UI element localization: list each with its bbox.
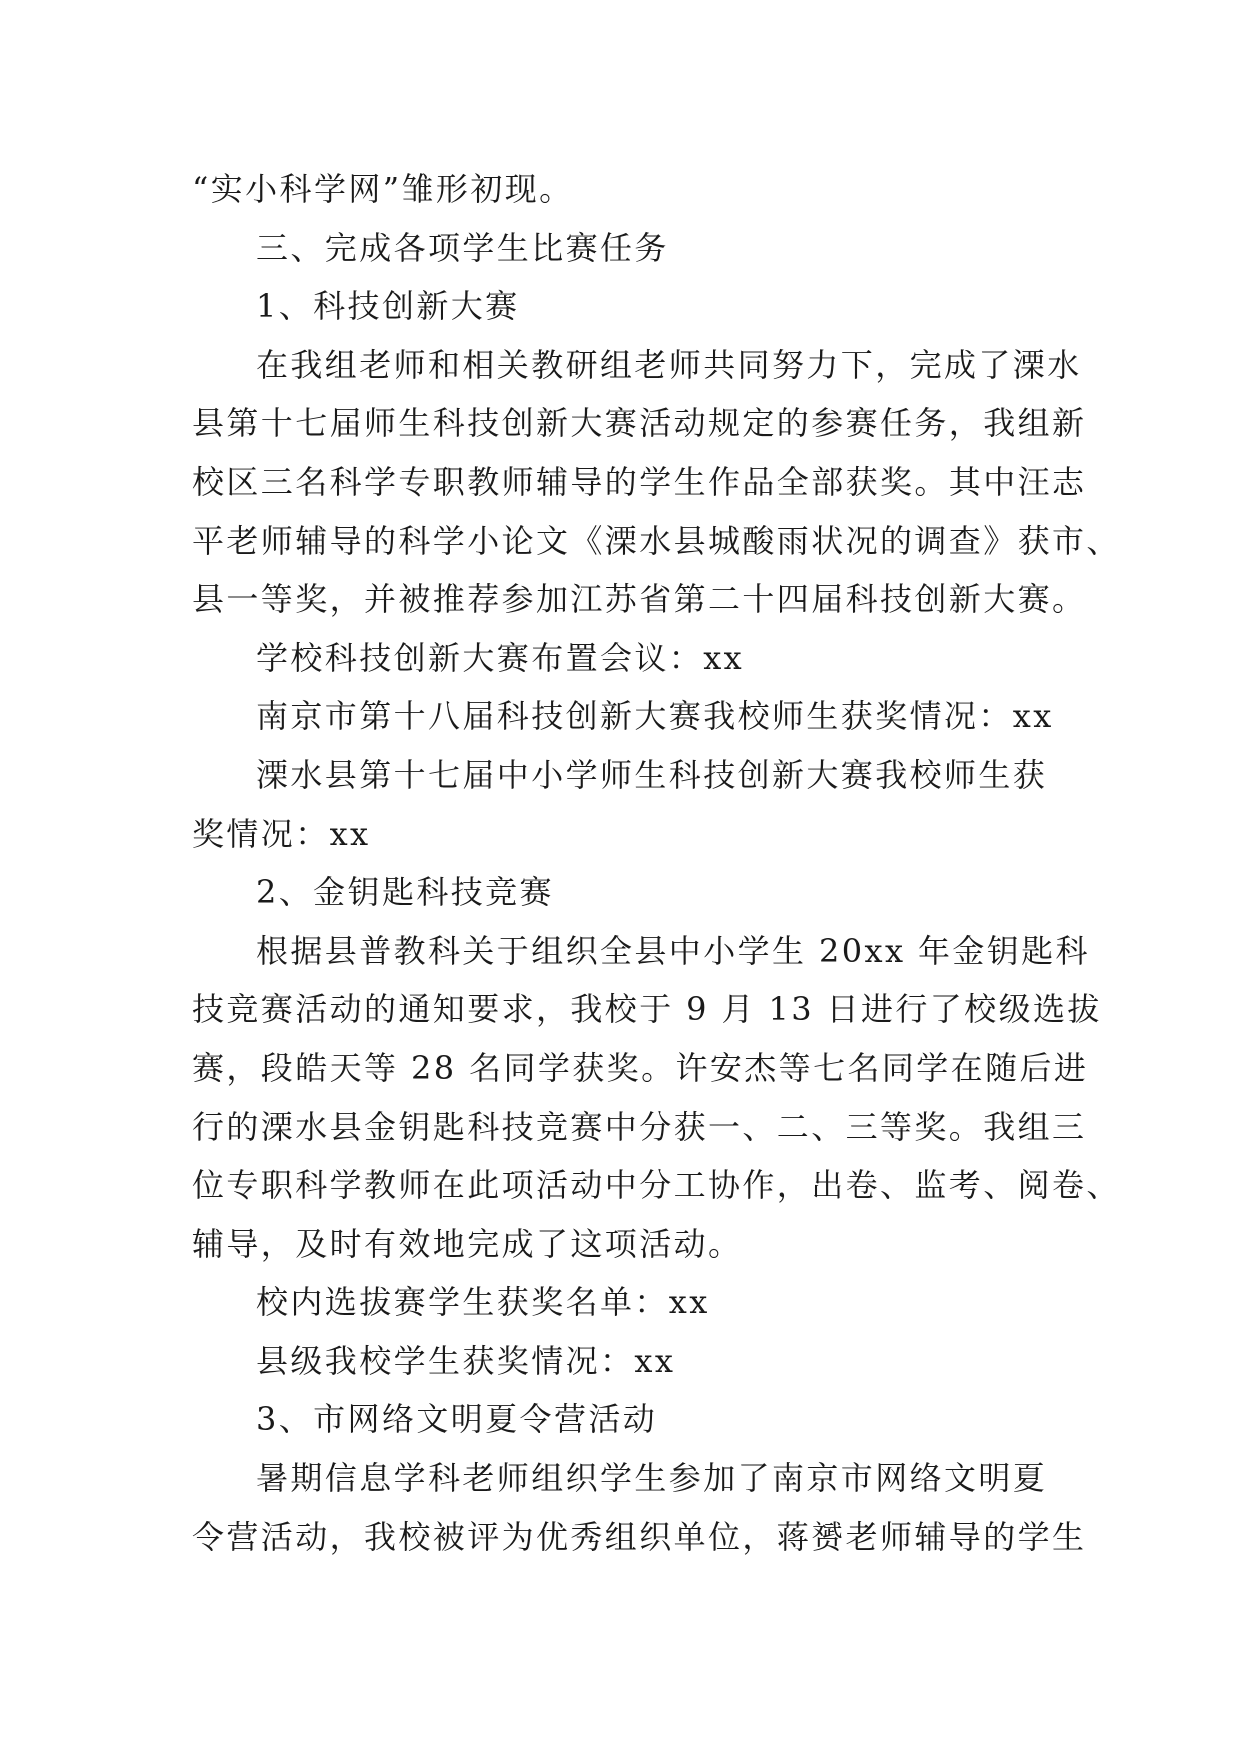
text-line: 县第十七届师生科技创新大赛活动规定的参赛任务，我组新 (192, 404, 1087, 443)
text-line: 位专职科学教师在此项活动中分工协作，出卷、监考、阅卷、 (192, 1166, 1121, 1205)
text-line: 赛，段皓天等 28 名同学获奖。许安杰等七名同学在随后进 (192, 1048, 1089, 1087)
text-line: 校内选拔赛学生获奖名单：xx (256, 1283, 710, 1322)
text-line: 南京市第十八届科技创新大赛我校师生获奖情况：xx (256, 697, 1054, 736)
text-line: 令营活动，我校被评为优秀组织单位，蒋赟老师辅导的学生 (192, 1517, 1087, 1556)
text-line: 在我组老师和相关教研组老师共同努力下，完成了溧水 (256, 345, 1082, 384)
text-line: 技竞赛活动的通知要求，我校于 9 月 13 日进行了校级选拔 (192, 990, 1102, 1029)
document-body (192, 160, 1121, 1566)
subsection-heading: 2、金钥匙科技竞赛 (256, 873, 554, 912)
text-line: 平老师辅导的科学小论文《溧水县城酸雨状况的调查》获市、 (192, 521, 1121, 560)
text-line: 行的溧水县金钥匙科技竞赛中分获一、二、三等奖。我组三 (192, 1107, 1087, 1146)
text-line: 溧水县第十七届中小学师生科技创新大赛我校师生获 (256, 755, 1048, 794)
subsection-heading: 1、科技创新大赛 (256, 287, 520, 326)
section-heading: 三、完成各项学生比赛任务 (256, 228, 669, 267)
text-line: 县级我校学生获奖情况：xx (256, 1341, 676, 1380)
text-line: 暑期信息学科老师组织学生参加了南京市网络文明夏 (256, 1459, 1048, 1498)
text-line: 根据县普教科关于组织全县中小学生 20xx 年金钥匙科 (256, 931, 1090, 970)
text-line: 奖情况：xx (192, 814, 371, 853)
text-line: 学校科技创新大赛布置会议：xx (256, 638, 745, 677)
text-line: 辅导，及时有效地完成了这项活动。 (192, 1224, 743, 1263)
subsection-heading: 3、市网络文明夏令营活动 (256, 1400, 658, 1439)
text-line: “实小科学网”雏形初现。 (192, 170, 574, 208)
text-line: 县一等奖，并被推荐参加江苏省第二十四届科技创新大赛。 (192, 580, 1087, 619)
text-line: 校区三名科学专职教师辅导的学生作品全部获奖。其中汪志 (192, 462, 1087, 501)
